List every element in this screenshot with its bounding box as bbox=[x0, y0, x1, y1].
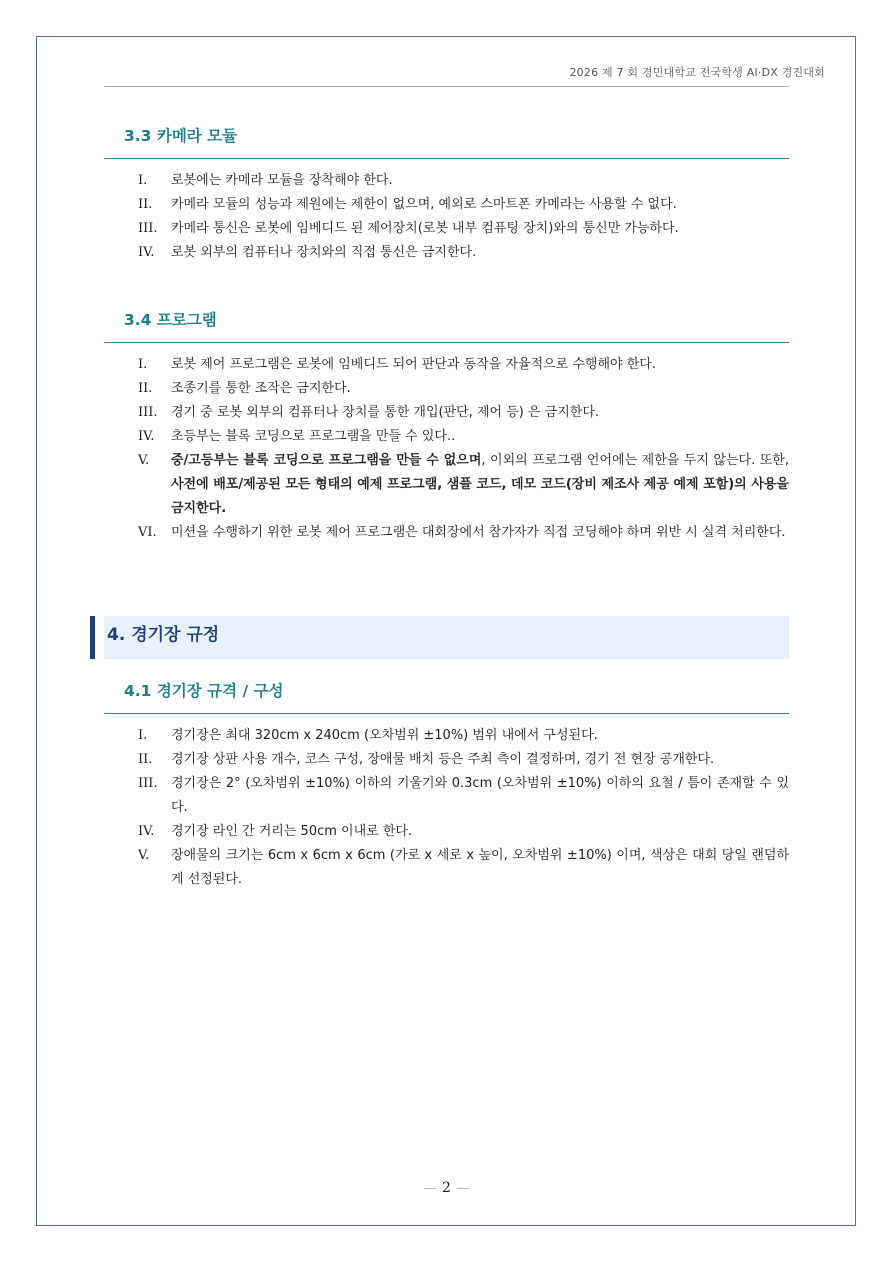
item-number: II. bbox=[138, 197, 153, 212]
header-rule bbox=[104, 86, 789, 87]
item-text: 경기장은 최대 320cm x 240cm (오차범위 ±10%) 범위 내에서 구성된다. bbox=[171, 728, 598, 743]
list-item bbox=[104, 377, 789, 401]
list-item bbox=[104, 772, 789, 820]
item-number: V. bbox=[138, 848, 150, 863]
list-item bbox=[104, 193, 789, 217]
item-text: 경기 중 로봇 외부의 컴퓨터나 장치를 통한 개입(판단, 제어 등) 은 금지한다. bbox=[171, 405, 600, 420]
section-rule bbox=[104, 342, 789, 343]
item-number: I. bbox=[138, 728, 148, 743]
section-title: 4.1 경기장 규격 / 구성 bbox=[124, 682, 284, 700]
list-item bbox=[104, 217, 789, 241]
section-3-4 bbox=[104, 306, 789, 545]
chapter-title: 4. 경기장 규정 bbox=[107, 625, 220, 645]
list-item bbox=[104, 425, 789, 449]
section-rule bbox=[104, 713, 789, 714]
item-text: 경기장 상판 사용 개수, 코스 구성, 장애물 배치 등은 주최 측이 결정하며, 경기 전 현장 공개한다. bbox=[171, 752, 715, 767]
item-number: IV. bbox=[138, 824, 155, 839]
item-text: 장애물의 크기는 6cm x 6cm x 6cm (가로 x 세로 x 높이, 오차범위 ±10%) 이며, 색상은 대회 당일 랜덤하게 선정된다. bbox=[171, 848, 789, 887]
section-rule bbox=[104, 158, 789, 159]
item-text: 카메라 모듈의 성능과 제원에는 제한이 없으며, 예외로 스마트폰 카메라는 사용할 수 없다. bbox=[171, 197, 677, 212]
page-number: 2 bbox=[442, 1180, 451, 1196]
list-item bbox=[104, 724, 789, 748]
section-title: 3.3 카메라 모듈 bbox=[124, 127, 238, 145]
item-number: IV. bbox=[138, 245, 155, 260]
item-text: 미션을 수행하기 위한 로봇 제어 프로그램은 대회장에서 참가자가 직접 코딩해야 하며 위반 시 실격 처리한다. bbox=[171, 525, 786, 540]
item-number: III. bbox=[138, 776, 158, 791]
list-item bbox=[104, 521, 789, 545]
list-item bbox=[104, 401, 789, 425]
section-title: 3.4 프로그램 bbox=[124, 311, 217, 329]
item-number: III. bbox=[138, 221, 158, 236]
item-text: 조종기를 통한 조작은 금지한다. bbox=[171, 381, 351, 396]
item-number: II. bbox=[138, 381, 153, 396]
page-footer bbox=[0, 1180, 893, 1196]
item-number: V. bbox=[138, 453, 150, 468]
item-list bbox=[104, 169, 789, 265]
footer-dash-right bbox=[457, 1188, 469, 1189]
running-header: 2026 제 7 회 경민대학교 전국학생 AI·DX 경진대회 bbox=[569, 66, 825, 79]
item-text: , 이외의 프로그램 언어에는 제한을 두지 않는다. 또한, bbox=[481, 453, 789, 468]
item-list bbox=[104, 353, 789, 545]
item-text: 로봇 제어 프로그램은 로봇에 임베디드 되어 판단과 동작을 자율적으로 수행해야 한다. bbox=[171, 357, 656, 372]
item-number: VI. bbox=[138, 525, 157, 540]
footer-dash-left bbox=[424, 1188, 436, 1189]
item-text: 초등부는 블록 코딩으로 프로그램을 만들 수 있다.. bbox=[171, 429, 456, 444]
item-bold-text: 사전에 배포/제공된 모든 형태의 예제 프로그램, 샘플 코드, 데모 코드(장비 제조사 제공 예제 포함)의 사용을 금지한다. bbox=[171, 477, 789, 516]
chapter-heading-bar bbox=[90, 616, 95, 659]
section-4-1 bbox=[104, 677, 789, 892]
item-list bbox=[104, 724, 789, 892]
list-item bbox=[104, 748, 789, 772]
item-number: III. bbox=[138, 405, 158, 420]
list-item bbox=[104, 449, 789, 521]
item-number: I. bbox=[138, 173, 148, 188]
list-item bbox=[104, 844, 789, 892]
item-number: II. bbox=[138, 752, 153, 767]
list-item bbox=[104, 353, 789, 377]
item-text: 로봇 외부의 컴퓨터나 장치와의 직접 통신은 금지한다. bbox=[171, 245, 477, 260]
item-text: 경기장은 2° (오차범위 ±10%) 이하의 기울기와 0.3cm (오차범위 ±10%) 이하의 요철 / 틈이 존재할 수 있다. bbox=[171, 776, 789, 815]
list-item bbox=[104, 169, 789, 193]
chapter-heading bbox=[90, 616, 789, 659]
item-bold-text: 중/고등부는 블록 코딩으로 프로그램을 만들 수 없으며 bbox=[171, 453, 482, 468]
item-text: 카메라 통신은 로봇에 임베디드 된 제어장치(로봇 내부 컴퓨팅 장치)와의 통신만 가능하다. bbox=[171, 221, 679, 236]
item-number: IV. bbox=[138, 429, 155, 444]
item-text: 경기장 라인 간 거리는 50cm 이내로 한다. bbox=[171, 824, 413, 839]
list-item bbox=[104, 820, 789, 844]
list-item bbox=[104, 241, 789, 265]
item-number: I. bbox=[138, 357, 148, 372]
item-text: 로봇에는 카메라 모듈을 장착해야 한다. bbox=[171, 173, 393, 188]
section-3-3 bbox=[104, 122, 789, 265]
